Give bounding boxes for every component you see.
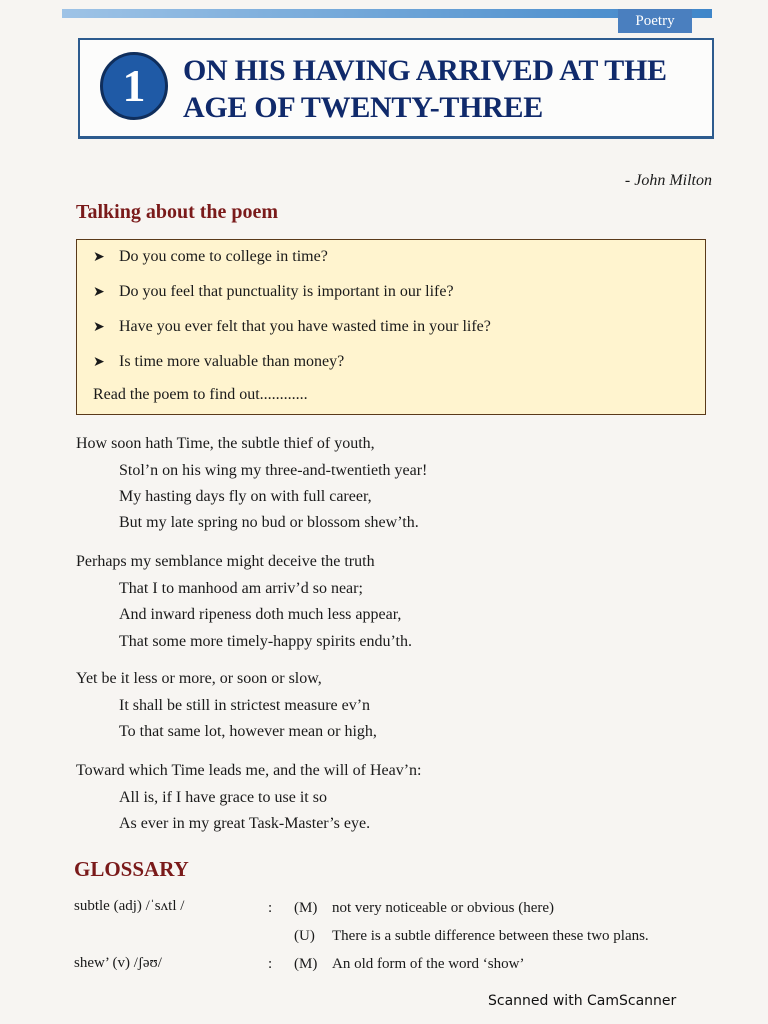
question-item	[93, 248, 328, 266]
poem-line: Stol’n on his wing my three-and-twentieth year!	[119, 462, 428, 479]
question-item	[93, 353, 344, 371]
poem-line: But my late spring no bud or blossom shew’th.	[119, 514, 419, 531]
poem-line: Yet be it less or more, or soon or slow,	[76, 670, 322, 687]
question-box	[76, 239, 706, 415]
glossary-term: shew’ (v) /ʃəʊ/	[74, 955, 162, 971]
header-rule	[62, 9, 712, 18]
glossary-meaning-tag: (M)	[294, 900, 318, 916]
glossary-meaning: An old form of the word ‘show’	[332, 956, 525, 972]
arrow-bullet-icon: ➤	[93, 355, 105, 370]
glossary-usage: There is a subtle difference between these two plans.	[332, 928, 649, 944]
glossary-term: subtle (adj) /ˈsʌtl /	[74, 898, 185, 914]
question-item	[93, 283, 454, 301]
glossary-meaning-tag: (M)	[294, 956, 318, 972]
poem-line: That some more timely-happy spirits endu’th.	[119, 633, 412, 650]
poem-line: And inward ripeness doth much less appear,	[119, 606, 402, 623]
poem-line: All is, if I have grace to use it so	[119, 789, 327, 806]
poem-line: It shall be still in strictest measure ev’n	[119, 697, 371, 714]
question-text: Do you come to college in time?	[119, 248, 328, 265]
lesson-title-line-1: ON HIS HAVING ARRIVED AT THE	[183, 54, 667, 87]
question-item	[93, 318, 491, 336]
arrow-bullet-icon: ➤	[93, 320, 105, 335]
poem-line: To that same lot, however mean or high,	[119, 723, 377, 740]
poem-line: That I to manhood am arriv’d so near;	[119, 580, 363, 597]
poem-line: Toward which Time leads me, and the will of Heav’n:	[76, 762, 422, 779]
glossary-colon: :	[268, 956, 273, 972]
lesson-title	[183, 52, 693, 126]
poem-line: As ever in my great Task-Master’s eye.	[119, 815, 371, 832]
poem-line: My hasting days fly on with full career,	[119, 488, 372, 505]
lesson-title-line-2: AGE OF TWENTY-THREE	[183, 91, 543, 124]
question-text: Have you ever felt that you have wasted time in your life?	[119, 318, 491, 335]
question-text: Is time more valuable than money?	[119, 353, 345, 370]
arrow-bullet-icon: ➤	[93, 250, 105, 265]
glossary-meaning: not very noticeable or obvious (here)	[332, 900, 555, 916]
section-tab: Poetry	[618, 9, 692, 33]
poem-line: How soon hath Time, the subtle thief of youth,	[76, 435, 375, 452]
scanner-watermark: Scanned with CamScanner	[488, 993, 677, 1009]
glossary-colon: :	[268, 900, 273, 916]
glossary-usage-tag: (U)	[294, 928, 315, 944]
lesson-number-badge: 1	[100, 52, 168, 120]
glossary-heading: GLOSSARY	[74, 857, 189, 881]
arrow-bullet-icon: ➤	[93, 285, 105, 300]
author: - John Milton	[624, 172, 712, 189]
poem-line: Perhaps my semblance might deceive the truth	[76, 553, 375, 570]
question-text: Do you feel that punctuality is important in our life?	[119, 283, 454, 300]
talking-heading: Talking about the poem	[76, 201, 279, 223]
read-prompt: Read the poem to find out............	[93, 386, 308, 403]
